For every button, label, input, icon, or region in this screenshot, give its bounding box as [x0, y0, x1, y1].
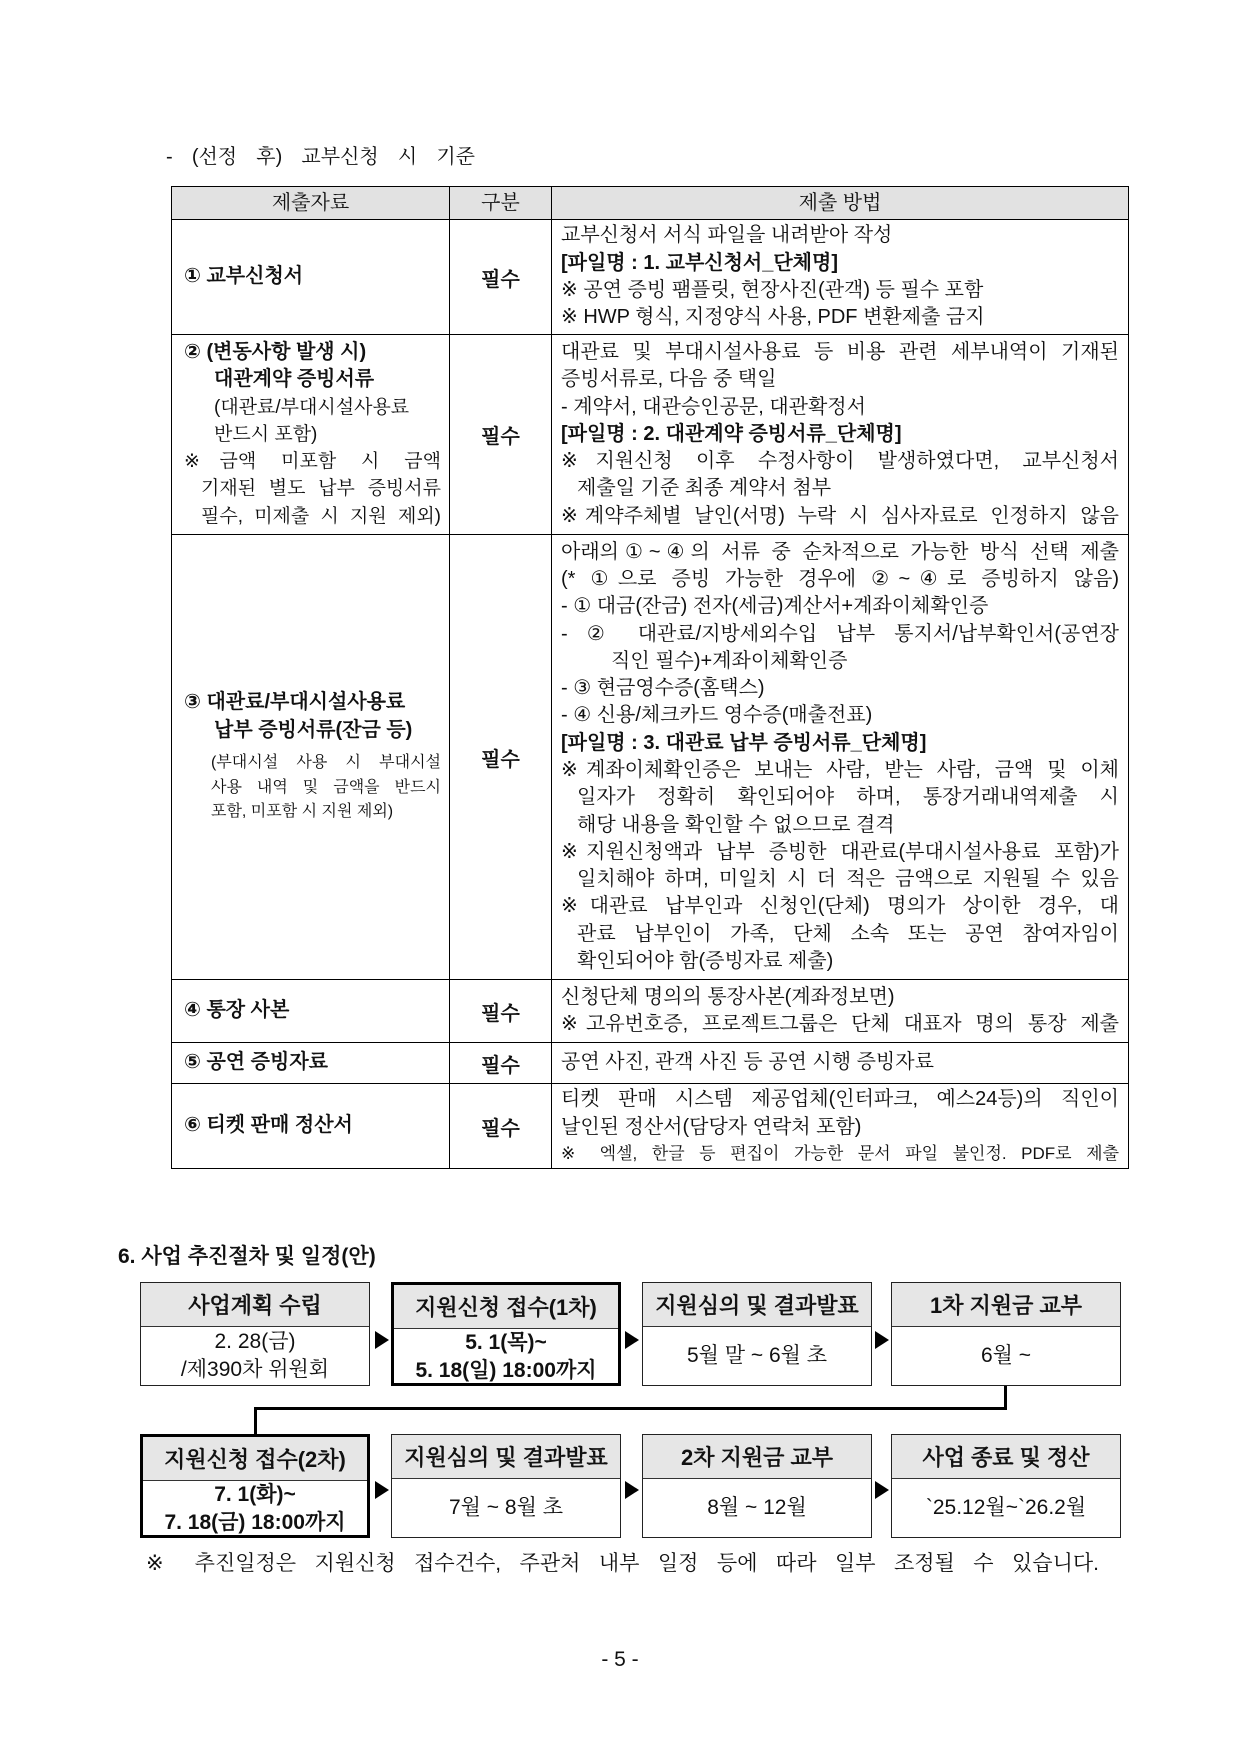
required-label: 필수 — [481, 426, 520, 448]
item-label: ② (변동사항 발생 시) — [184, 340, 367, 363]
schedule-step — [391, 1434, 621, 1538]
item-label: ③ 대관료/부대시설사용료 — [184, 691, 406, 714]
step-line: 2. 28(금) — [214, 1330, 296, 1353]
arrow-right-icon — [375, 1331, 389, 1349]
step-title: 1차 지원금 교부 — [892, 1283, 1120, 1327]
step-body — [392, 1479, 620, 1537]
item-cell — [172, 535, 450, 980]
method-cell — [552, 220, 1129, 335]
step-line: /제390차 위원회 — [180, 1358, 330, 1381]
required-label: 필수 — [481, 748, 520, 771]
type-cell — [450, 220, 552, 335]
step-line: `25.12월~`26.2월 — [925, 1496, 1087, 1519]
step-body — [394, 1329, 618, 1385]
step-title: 지원심의 및 결과발표 — [643, 1283, 871, 1327]
item-cell — [172, 220, 450, 335]
method-cell — [552, 535, 1129, 980]
header-item: 제출자료 — [172, 187, 450, 220]
method-line: ※지원신청액과 납부 증빙한 대관료(부대시설사용료 포함)가 — [561, 840, 1119, 863]
table-row — [172, 1043, 1129, 1084]
method-line: - ③ 현금영수증(홈택스) — [561, 677, 765, 700]
method-line: 대관료 및 부대시설사용료 등 비용 관련 세부내역이 기재된 — [561, 340, 1119, 363]
method-line: - 계약서, 대관승인공문, 대관확정서 — [561, 395, 866, 418]
section-heading: 6. 사업 추진절차 및 일정(안) — [118, 1245, 376, 1268]
method-line: ※계약주체별 날인(서명) 누락 시 심사자료로 인정하지 않음 — [561, 504, 1119, 527]
method-line: ※계좌이체확인증은 보내는 사람, 받는 사람, 금액 및 이체 — [561, 759, 1119, 781]
step-body — [643, 1479, 871, 1537]
method-line: 날인된 정산서(담당자 연락처 포함) — [561, 1115, 862, 1138]
method-line: 일자가 정확히 확인되어야 하며, 통장거래내역제출 시 — [577, 786, 1119, 809]
method-line: ※ 공연 증빙 팸플릿, 현장사진(관객) 등 필수 포함 — [561, 279, 984, 301]
item-label: ⑤ 공연 증빙자료 — [184, 1051, 328, 1074]
method-line: 해당 내용을 확인할 수 없으므로 결격 — [577, 813, 895, 836]
method-line: (* ①으로 증빙 가능한 경우에 ②~④로 증빙하지 않음) — [561, 567, 1119, 590]
method-line: 신청단체 명의의 통장사본(계좌정보면) — [561, 985, 895, 1008]
connector-line — [254, 1407, 1007, 1410]
item-label: ① 교부신청서 — [184, 265, 304, 288]
item-cell — [172, 980, 450, 1043]
item-note: 반드시 포함) — [214, 423, 318, 445]
table-row — [172, 980, 1129, 1043]
method-cell — [552, 1043, 1129, 1084]
required-label: 필수 — [481, 1054, 520, 1077]
required-label: 필수 — [481, 1117, 520, 1140]
arrow-right-icon — [875, 1331, 889, 1349]
schedule-step — [140, 1434, 370, 1538]
table-row — [172, 335, 1129, 535]
step-line: 5월 말 ~ 6월 초 — [686, 1344, 828, 1367]
connector-line — [254, 1407, 257, 1434]
item-note: 사용 내역 및 금액을 반드시 — [211, 778, 441, 796]
arrow-right-icon — [625, 1481, 639, 1499]
method-line: 확인되어야 함(증빙자료 제출) — [577, 950, 834, 973]
item-label: ⑥ 티켓 판매 정산서 — [184, 1114, 353, 1137]
arrow-right-icon — [625, 1331, 639, 1349]
item-cell — [172, 1043, 450, 1084]
header-method: 제출 방법 — [552, 187, 1129, 220]
step-body — [892, 1479, 1120, 1537]
required-label: 필수 — [481, 268, 520, 291]
page-number: - 5 - — [601, 1648, 639, 1671]
item-cell — [172, 335, 450, 535]
schedule-step — [642, 1282, 872, 1386]
method-line: 일치해야 하며, 미일치 시 더 적은 금액으로 지원될 수 있음 — [577, 868, 1119, 891]
method-line: 교부신청서 서식 파일을 내려받아 작성 — [561, 224, 893, 247]
step-body — [141, 1327, 369, 1385]
step-line: 7월 ~ 8월 초 — [449, 1496, 563, 1519]
item-note: 필수, 미제출 시 지원 제외) — [201, 505, 441, 527]
step-line: 5. 1(목)~ — [465, 1331, 547, 1354]
method-line: 제출일 기준 최종 계약서 첨부 — [577, 477, 832, 500]
step-title: 2차 지원금 교부 — [643, 1435, 871, 1479]
table-row — [172, 220, 1129, 335]
table-row — [172, 535, 1129, 980]
intro-text: - (선정 후) 교부신청 시 기준 — [166, 146, 475, 168]
schedule-step — [891, 1282, 1121, 1386]
schedule-note: ※ 추진일정은 지원신청 접수건수, 주관처 내부 일정 등에 따라 일부 조정될 수 있습니다. — [146, 1552, 1099, 1575]
method-line: ※대관료 납부인과 신청인(단체) 명의가 상이한 경우, 대 — [561, 895, 1119, 918]
method-line: 아래의①~④의 서류 중 순차적으로 가능한 방식 선택 제출 — [561, 540, 1119, 563]
step-title: 지원심의 및 결과발표 — [392, 1435, 620, 1479]
required-label: 필수 — [481, 1002, 520, 1025]
type-cell — [450, 535, 552, 980]
step-line: 7. 1(화)~ — [214, 1483, 296, 1506]
method-cell — [552, 1084, 1129, 1169]
type-cell — [450, 1084, 552, 1169]
step-title: 사업계획 수립 — [141, 1283, 369, 1327]
method-cell — [552, 335, 1129, 535]
item-label: 대관계약 증빙서류 — [214, 368, 375, 391]
method-line: ※ 엑셀, 한글 등 편집이 가능한 문서 파일 불인정. PDF로 제출 — [561, 1143, 1119, 1163]
item-note: (부대시설 사용 시 부대시설 — [211, 754, 441, 772]
item-note: 포함, 미포함 시 지원 제외) — [211, 803, 394, 821]
method-line: 공연 사진, 관객 사진 등 공연 시행 증빙자료 — [561, 1051, 934, 1074]
method-line: - ① 대금(잔금) 전자(세금)계산서+계좌이체확인증 — [561, 595, 989, 618]
table-row — [172, 1084, 1129, 1169]
step-title: 지원신청 접수(2차) — [143, 1437, 367, 1481]
arrow-right-icon — [375, 1481, 389, 1499]
step-title: 사업 종료 및 정산 — [892, 1435, 1120, 1479]
header-type: 구분 — [450, 187, 552, 220]
step-body — [643, 1327, 871, 1385]
arrow-right-icon — [875, 1481, 889, 1499]
step-line: 7. 18(금) 18:00까지 — [164, 1511, 346, 1534]
method-line: 티켓 판매 시스템 제공업체(인터파크, 예스24등)의 직인이 — [561, 1088, 1119, 1111]
method-line: ※고유번호증, 프로젝트그룹은 단체 대표자 명의 통장 제출 — [561, 1013, 1119, 1035]
submission-table — [171, 186, 1129, 1169]
type-cell — [450, 1043, 552, 1084]
step-line: 5. 18(일) 18:00까지 — [415, 1359, 597, 1382]
method-line: - ② 대관료/지방세외수입 납부 통지서/납부확인서(공연장 — [561, 622, 1119, 645]
item-note: 기재된 별도 납부 증빙서류 — [201, 478, 441, 500]
method-line: [파일명 : 3. 대관료 납부 증빙서류_단체명] — [561, 731, 927, 754]
table-header-row — [172, 187, 1129, 220]
schedule-step — [891, 1434, 1121, 1538]
step-body — [143, 1481, 367, 1537]
method-line: 증빙서류로, 다음 중 택일 — [561, 368, 777, 391]
method-line: ※ HWP 형식, 지정양식 사용, PDF 변환제출 금지 — [561, 306, 985, 329]
type-cell — [450, 980, 552, 1043]
step-body — [892, 1327, 1120, 1385]
schedule-step — [391, 1282, 621, 1386]
item-note: (대관료/부대시설사용료 — [214, 396, 410, 418]
method-line: 직인 필수)+계좌이체확인증 — [611, 649, 848, 672]
method-line: ※지원신청 이후 수정사항이 발생하였다면, 교부신청서 — [561, 450, 1119, 473]
method-line: [파일명 : 1. 교부신청서_단체명] — [561, 251, 838, 274]
item-cell — [172, 1084, 450, 1169]
item-label: 납부 증빙서류(잔금 등) — [214, 718, 413, 741]
schedule-step — [642, 1434, 872, 1538]
type-cell — [450, 335, 552, 535]
method-line: [파일명 : 2. 대관계약 증빙서류_단체명] — [561, 422, 902, 445]
method-line: - ④ 신용/체크카드 영수증(매출전표) — [561, 704, 873, 727]
item-note: ※금액 미포함 시 금액 — [184, 451, 441, 473]
item-label: ④ 통장 사본 — [184, 999, 290, 1022]
step-line: 8월 ~ 12월 — [707, 1496, 807, 1519]
method-cell — [552, 980, 1129, 1043]
step-title: 지원신청 접수(1차) — [394, 1285, 618, 1329]
schedule-step — [140, 1282, 370, 1386]
method-line: 관료 납부인이 가족, 단체 소속 또는 공연 참여자임이 — [577, 922, 1119, 945]
step-line: 6월 ~ — [980, 1344, 1032, 1367]
